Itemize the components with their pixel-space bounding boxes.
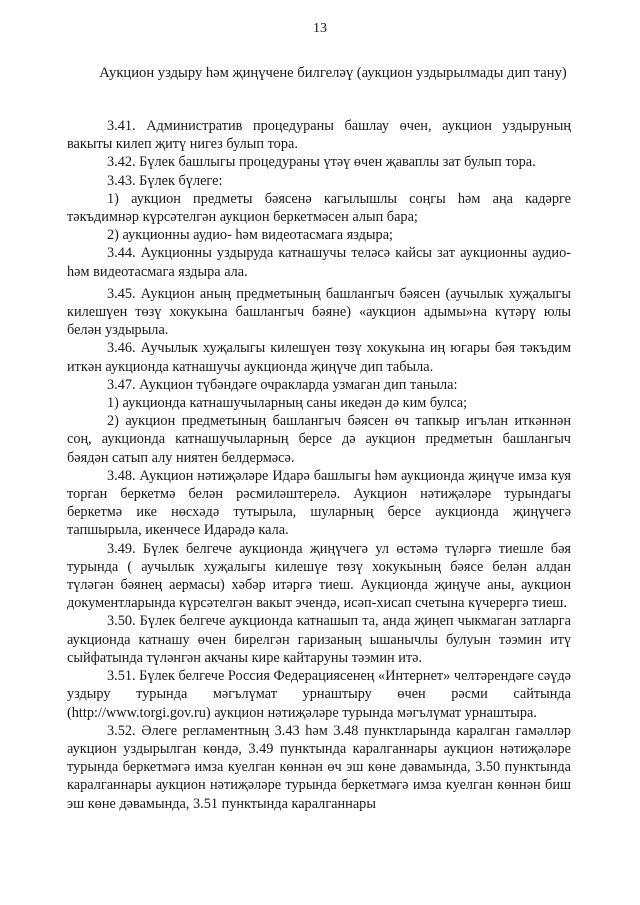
page-number: 13: [313, 21, 327, 36]
paragraph-3-47-item-2: 2) аукцион предметының башлангыч бәясен өч тапкыр игълан иткәннән соң, аукционда катнашучыларның берсе дә аукцион предметын башлангыч бәядән сатып алу ниятен белдермәсә.: [67, 413, 571, 466]
paragraph-3-41: 3.41. Административ процедураны башлау өчен, аукцион уздыруның вакыты килеп җитү нигез булып тора.: [67, 118, 571, 153]
paragraph-3-47-item-1: 1) аукционда катнашучыларның саны икедән дә ким булса;: [107, 395, 468, 412]
paragraph-3-51: 3.51. Бүлек белгече Россия Федерациясенең «Интернет» челтәрендәге сәүдә уздыру турында мәгълүмат урнаштыру өчен рәсми сайтында (http://www.torgi.gov.ru) аукцион нәтиҗәләре турында мәгълүмат урнаштыра.: [67, 668, 571, 721]
paragraph-3-44: 3.44. Аукционны уздыруда катнашучы теләсә кайсы зат аукционны аудио- һәм видеотасмага яздыра ала.: [67, 245, 571, 280]
paragraph-3-42: 3.42. Бүлек башлыгы процедураны үтәү өчен җаваплы зат булып тора.: [107, 154, 536, 171]
paragraph-3-52: 3.52. Әлеге регламентның 3.43 һәм 3.48 пунктларында каралган гамәлләр аукцион уздырылган көндә, 3.49 пунктында каралганнары аукцион нәтиҗәләре турында беркетмәгә имза куелган көннән өч эш көне дәвамында, 3.50 пунктында каралганнары аукцион нәтиҗәләре турында беркетмәгә имза куелган көннән биш эш көне дәвамында, 3.51 пунктында каралганнары: [67, 722, 571, 812]
paragraph-3-46: 3.46. Аучылык хуҗалыгы килешүен төзү хокукына иң югары бәя тәкъдим иткән аукционда катнашучы аукционда җиңүче дип табыла.: [67, 340, 571, 375]
paragraph-3-43-item-2: 2) аукционны аудио- һәм видеотасмага яздыра;: [107, 227, 394, 244]
paragraph-3-43-item-1: 1) аукцион предметы бәясенә кагылышлы соңгы һәм аңа кадәрге тәкъдимнәр күрсәтелгән аукцион беркетмәсен алып бара;: [67, 190, 571, 226]
paragraph-3-45: 3.45. Аукцион аның предметының башлангыч бәясен (аучылык хуҗалыгы килешүен төзү хокукына башлангыч бәяне) «аукцион адымы»на күтәрү юлы белән уздырыла.: [67, 285, 571, 339]
paragraph-3-47: 3.47. Аукцион түбәндәге очракларда узмаган дип таныла:: [107, 376, 458, 393]
paragraph-3-50: 3.50. Бүлек белгече аукционда катнашып та, анда җиңеп чыкмаган затларга аукционда катнашу өчен бирелгән гаризаның ышанычлы булуын тәэмин итү сыйфатында түләнгән акчаны кире кайтаруны тәэмин итә.: [67, 613, 571, 666]
section-title: Аукцион уздыру һәм җиңүчене билгеләү (аукцион уздырылмады дип тану): [99, 65, 567, 81]
paragraph-3-48: 3.48. Аукцион нәтиҗәләре Идарә башлыгы һәм аукционда җиңүче имза куя торган беркетмә белән рәсмиләштерелә. Аукцион нәтиҗәләре турындагы беркетмә ике нөсхәдә тутырыла, шуларның берсе аукционда җиңүчегә тапшырыла, икенчесе Идарәдә кала.: [67, 467, 571, 539]
paragraph-3-43: 3.43. Бүлек бүлеге:: [107, 172, 223, 189]
paragraph-3-49: 3.49. Бүлек белгече аукционда җиңүчегә ул өстәмә түләргә тиешле бәя турында ( аучылык хуҗалыгы килешүе төзү хокукының бәясе белән алдан түләгән бәянең аермасы) хәбәр итәргә тиеш. Аукционда җиңүче аны, аукцион документларында күрсәтелгән вакыт эчендә, исәп-хисап счетына күчерергә тиеш.: [67, 540, 571, 612]
body-text: [67, 117, 571, 813]
